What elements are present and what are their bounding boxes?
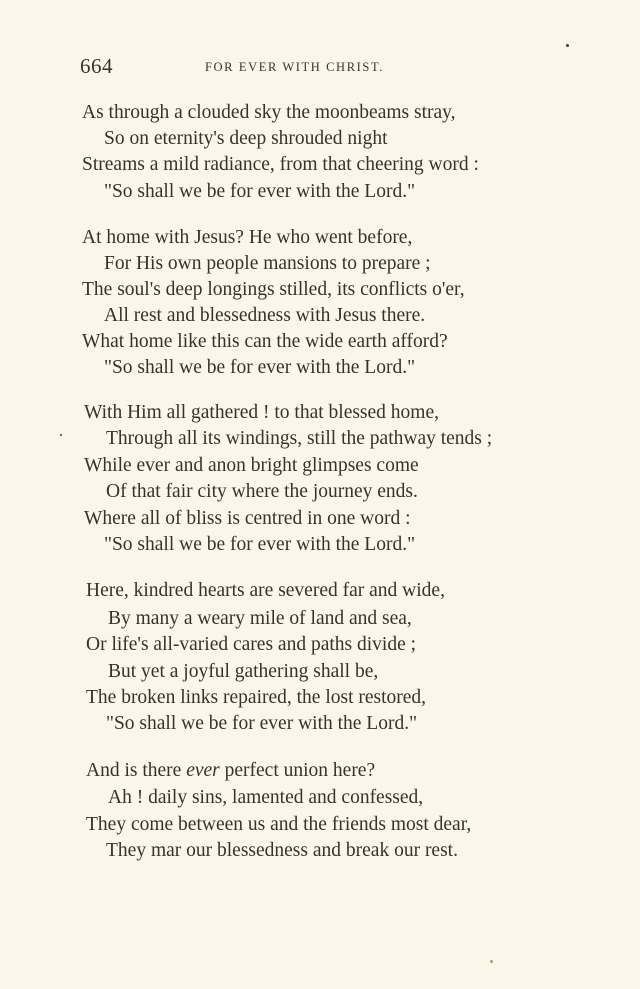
ink-speck [490, 960, 493, 963]
poem-line: Through all its windings, still the pathway tends ; [106, 428, 493, 449]
ink-speck [566, 44, 569, 47]
poem-line: Or life's all-varied cares and paths divide ; [86, 634, 417, 655]
poem-line: They come between us and the friends most dear, [86, 814, 472, 835]
poem-line: Streams a mild radiance, from that cheering word : [82, 154, 479, 175]
poem-line: So on eternity's deep shrouded night [104, 128, 388, 149]
poem-line: While ever and anon bright glimpses come [84, 455, 419, 476]
poem-line: What home like this can the wide earth afford? [82, 331, 448, 352]
poem-line: Here, kindred hearts are severed far and wide, [86, 580, 445, 601]
poem-line: For His own people mansions to prepare ; [104, 253, 431, 274]
running-head: FOR EVER WITH CHRIST. [205, 60, 384, 74]
poem-line: Of that fair city where the journey ends. [106, 481, 418, 502]
poem-line: The soul's deep longings stilled, its conflicts o'er, [82, 279, 465, 300]
poem-line [86, 760, 375, 782]
poem-line-refrain: "So shall we be for ever with the Lord." [106, 713, 418, 734]
poem-text: perfect union here? [224, 760, 376, 781]
ink-speck [60, 434, 62, 436]
emphasis-text: ever [186, 760, 220, 781]
poem-line-refrain: "So shall we be for ever with the Lord." [104, 181, 416, 202]
poem-line: Where all of bliss is centred in one word : [84, 508, 411, 529]
poem-line: All rest and blessedness with Jesus there. [104, 305, 426, 326]
poem-line: Ah ! daily sins, lamented and confessed, [108, 787, 424, 808]
poem-line: The broken links repaired, the lost restored, [86, 687, 427, 708]
poem-line: By many a weary mile of land and sea, [108, 608, 412, 629]
poem-text: And is there [86, 760, 182, 781]
poem-line: They mar our blessedness and break our rest. [106, 840, 458, 861]
page-number: 664 [80, 54, 113, 78]
poem-line-refrain: "So shall we be for ever with the Lord." [104, 357, 416, 378]
poem-line: At home with Jesus? He who went before, [82, 227, 413, 248]
poem-line-refrain: "So shall we be for ever with the Lord." [104, 534, 416, 555]
poem-line: As through a clouded sky the moonbeams stray, [82, 102, 456, 123]
poem-line: But yet a joyful gathering shall be, [108, 661, 379, 682]
poem-line: With Him all gathered ! to that blessed home, [84, 402, 439, 423]
